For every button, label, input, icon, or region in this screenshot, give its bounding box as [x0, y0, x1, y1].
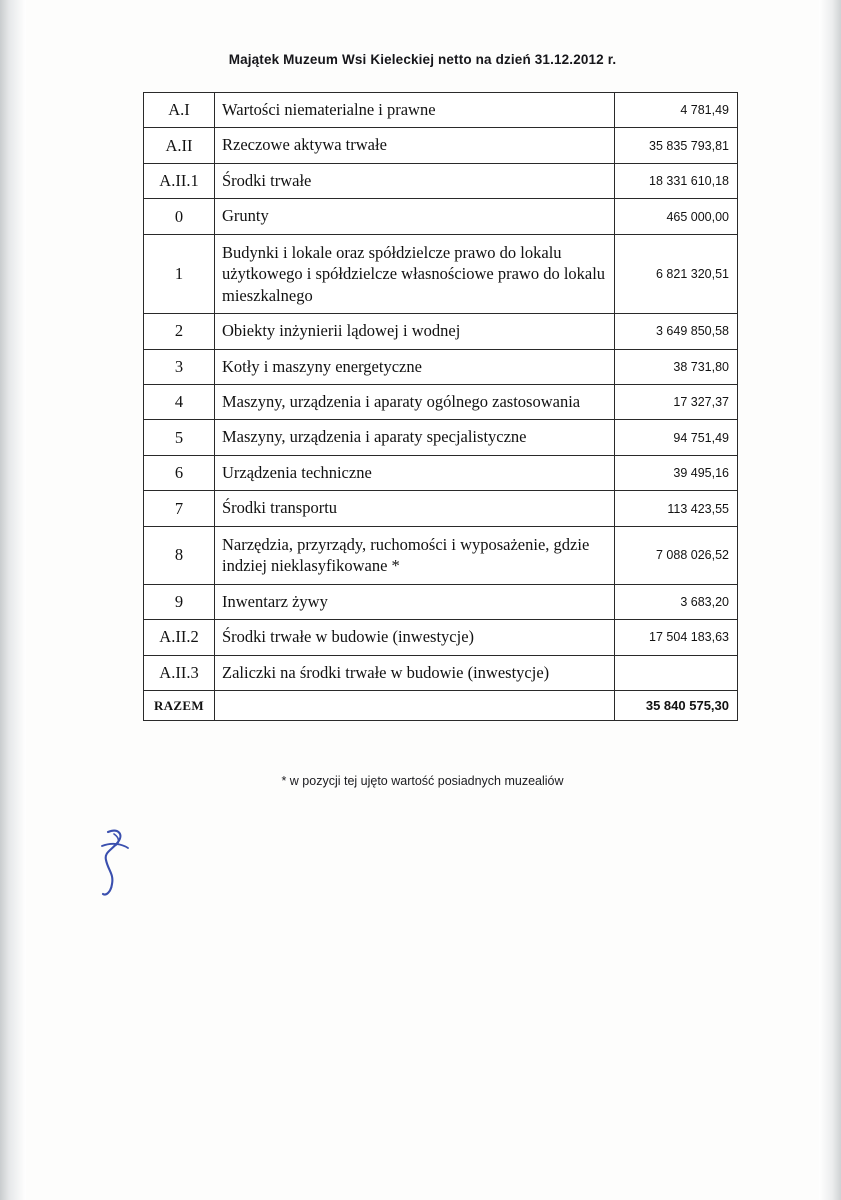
- table-row: [144, 584, 738, 619]
- row-name: Rzeczowe aktywa trwałe: [215, 128, 615, 163]
- row-name: Narzędzia, przyrządy, ruchomości i wyposażenie, gdzie indziej nieklasyfikowane *: [215, 526, 615, 584]
- row-name: Urządzenia techniczne: [215, 455, 615, 490]
- row-name: [215, 691, 615, 721]
- table-row: [144, 455, 738, 490]
- footnote-text: * w pozycji tej ujęto wartość posiadnych muzealiów: [281, 774, 564, 788]
- table-row: [144, 349, 738, 384]
- row-value: 3 683,20: [615, 584, 738, 619]
- table-body: [144, 93, 738, 721]
- row-value: [615, 655, 738, 690]
- row-value: 17 327,37: [615, 385, 738, 420]
- row-code: 9: [144, 584, 215, 619]
- row-value: 6 821 320,51: [615, 234, 738, 313]
- row-name: Środki trwałe: [215, 163, 615, 198]
- table-row: [144, 526, 738, 584]
- row-value: 3 649 850,58: [615, 314, 738, 349]
- row-name: Inwentarz żywy: [215, 584, 615, 619]
- row-code: 0: [144, 199, 215, 234]
- table-row: [144, 655, 738, 690]
- page-title: Majątek Muzeum Wsi Kieleckiej netto na dzień 31.12.2012 r.: [228, 52, 617, 67]
- row-name: Kotły i maszyny energetyczne: [215, 349, 615, 384]
- table-row: [144, 314, 738, 349]
- row-name: Obiekty inżynierii lądowej i wodnej: [215, 314, 615, 349]
- table-row: [144, 128, 738, 163]
- row-code: 2: [144, 314, 215, 349]
- table-row: [144, 163, 738, 198]
- row-code: 7: [144, 491, 215, 526]
- row-value: 35 835 793,81: [615, 128, 738, 163]
- row-value: 38 731,80: [615, 349, 738, 384]
- row-code: RAZEM: [144, 691, 215, 721]
- row-name: Zaliczki na środki trwałe w budowie (inwestycje): [215, 655, 615, 690]
- row-value: 7 088 026,52: [615, 526, 738, 584]
- row-value: 18 331 610,18: [615, 163, 738, 198]
- row-code: 8: [144, 526, 215, 584]
- paper-sheet: [26, 0, 819, 1200]
- row-code: 3: [144, 349, 215, 384]
- row-name: Maszyny, urządzenia i aparaty specjalistyczne: [215, 420, 615, 455]
- row-name: Maszyny, urządzenia i aparaty ogólnego zastosowania: [215, 385, 615, 420]
- row-value: 94 751,49: [615, 420, 738, 455]
- row-name: Środki trwałe w budowie (inwestycje): [215, 620, 615, 655]
- row-code: A.II: [144, 128, 215, 163]
- row-name: Budynki i lokale oraz spółdzielcze prawo do lokalu użytkowego i spółdzielcze własnościowe prawo do lokalu mieszkalnego: [215, 234, 615, 313]
- row-value: 39 495,16: [615, 455, 738, 490]
- table-row: [144, 234, 738, 313]
- table-row: [144, 385, 738, 420]
- row-value: 35 840 575,30: [615, 691, 738, 721]
- table-row: [144, 420, 738, 455]
- row-code: 5: [144, 420, 215, 455]
- row-name: Grunty: [215, 199, 615, 234]
- row-value: 465 000,00: [615, 199, 738, 234]
- row-code: 6: [144, 455, 215, 490]
- assets-table: [143, 92, 738, 721]
- row-value: 17 504 183,63: [615, 620, 738, 655]
- row-name: Wartości niematerialne i prawne: [215, 93, 615, 128]
- table-row: [144, 491, 738, 526]
- row-code: 1: [144, 234, 215, 313]
- row-name: Środki transportu: [215, 491, 615, 526]
- table-row: [144, 199, 738, 234]
- signature-icon: [94, 824, 164, 904]
- signature-mark: [94, 824, 164, 904]
- table-row: [144, 93, 738, 128]
- row-value: 113 423,55: [615, 491, 738, 526]
- row-code: A.I: [144, 93, 215, 128]
- row-code: A.II.1: [144, 163, 215, 198]
- row-value: 4 781,49: [615, 93, 738, 128]
- row-code: A.II.2: [144, 620, 215, 655]
- table-row-total: [144, 691, 738, 721]
- table-row: [144, 620, 738, 655]
- row-code: 4: [144, 385, 215, 420]
- row-code: A.II.3: [144, 655, 215, 690]
